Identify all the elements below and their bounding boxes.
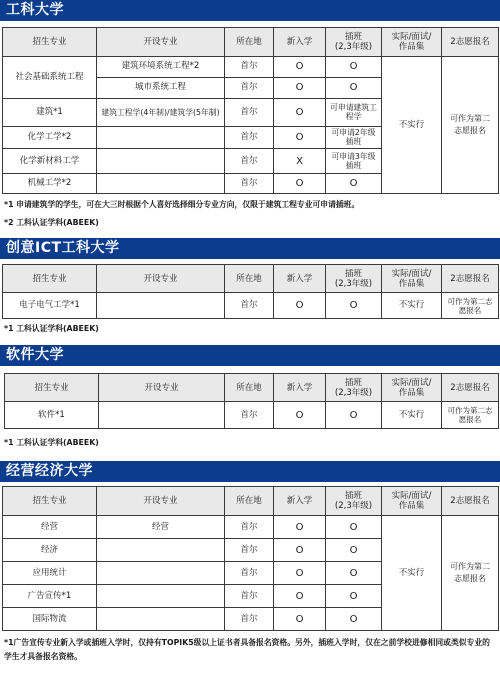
new-cell: O	[274, 174, 326, 194]
footnote: *1 工科认证学科(ABEEK)	[4, 324, 99, 333]
transfer-cell: O	[326, 57, 382, 78]
section-title: 软件大学	[0, 345, 500, 366]
header-interview: 实际/面试/ 作品集	[382, 265, 442, 293]
interview-cell: 不实行	[382, 516, 442, 631]
location-cell: 首尔	[225, 585, 274, 608]
sub-major-cell: 经营	[97, 516, 225, 539]
location-cell: 首尔	[225, 539, 274, 562]
header-interview: 实际/面试/ 作品集	[382, 487, 442, 516]
transfer-cell: 可申请3年级插班	[326, 149, 382, 174]
new-cell: O	[274, 126, 326, 149]
header-interview: 实际/面试/ 作品集	[382, 374, 442, 402]
section-title: 经营经济大学	[0, 461, 500, 482]
major-cell: 化学工学*2	[3, 126, 97, 149]
major-cell: 化学新材料工学	[3, 149, 97, 174]
header-major: 招生专业	[3, 487, 97, 516]
major-cell: 经济	[3, 539, 97, 562]
header-transfer: 插班 (2,3年级)	[326, 487, 382, 516]
transfer-cell: O	[326, 174, 382, 194]
new-cell: O	[274, 77, 326, 98]
transfer-cell: 可申请建筑工程学	[326, 98, 382, 126]
new-cell: O	[274, 293, 326, 319]
new-cell: O	[274, 608, 326, 631]
second-choice-cell: 可作为第二志愿报名	[442, 293, 499, 319]
new-cell: O	[274, 57, 326, 78]
location-cell: 首尔	[225, 57, 274, 78]
transfer-cell: O	[326, 539, 382, 562]
sub-major-cell	[97, 585, 225, 608]
major-cell: 建筑*1	[3, 98, 97, 126]
major-cell: 软件*1	[5, 402, 99, 429]
section-title: 创意ICT工科大学	[0, 238, 500, 259]
header-second-choice: 2志愿报名	[442, 28, 499, 57]
major-cell: 经营	[3, 516, 97, 539]
location-cell: 首尔	[225, 562, 274, 585]
sub-major-cell	[97, 608, 225, 631]
major-cell: 社会基础系统工程	[3, 57, 97, 99]
header-location: 所在地	[225, 487, 274, 516]
location-cell: 首尔	[225, 149, 274, 174]
new-cell: O	[274, 585, 326, 608]
location-cell: 首尔	[225, 293, 274, 319]
major-cell: 机械工学*2	[3, 174, 97, 194]
sub-major-cell: 建筑工程学(4年制)/建筑学(5年制)	[97, 98, 225, 126]
header-second-choice: 2志愿报名	[442, 265, 499, 293]
transfer-cell: O	[326, 402, 382, 429]
new-cell: O	[274, 562, 326, 585]
majors-table	[4, 373, 499, 429]
header-interview: 实际/面试/ 作品集	[382, 28, 442, 57]
header-location: 所在地	[225, 374, 274, 402]
header-major: 招生专业	[3, 265, 97, 293]
sub-major-cell	[97, 149, 225, 174]
second-choice-cell: 可作为第二志愿报名	[442, 402, 499, 429]
header-sub-major: 开设专业	[97, 487, 225, 516]
new-cell: X	[274, 149, 326, 174]
sub-major-cell: 城市系统工程	[97, 77, 225, 98]
sub-major-cell	[97, 293, 225, 319]
major-cell: 应用统计	[3, 562, 97, 585]
second-choice-cell: 可作为第二志愿报名	[442, 516, 499, 631]
sub-major-cell	[97, 126, 225, 149]
footnote: *1广告宣传专业新入学或插班入学时，仅持有TOPIK5级以上证书者具备报名资格。另外，插班入学时，仅在之前学校进修相同或类似专业的学生才具备报名资格。	[4, 638, 490, 661]
section-title: 工科大学	[0, 0, 500, 21]
new-cell: O	[274, 516, 326, 539]
transfer-cell: O	[326, 293, 382, 319]
header-sub-major: 开设专业	[97, 265, 225, 293]
sub-major-cell	[97, 562, 225, 585]
transfer-cell: O	[326, 516, 382, 539]
majors-table	[2, 486, 499, 631]
location-cell: 首尔	[225, 98, 274, 126]
footnote: *2 工科认证学科(ABEEK)	[4, 218, 99, 227]
location-cell: 首尔	[225, 516, 274, 539]
header-second-choice: 2志愿报名	[442, 487, 499, 516]
transfer-cell: O	[326, 608, 382, 631]
header-location: 所在地	[225, 28, 274, 57]
interview-cell: 不实行	[382, 293, 442, 319]
header-transfer: 插班 (2,3年级)	[326, 265, 382, 293]
major-cell: 国际物流	[3, 608, 97, 631]
header-new: 新入学	[274, 265, 326, 293]
sub-major-cell: 建筑环境系统工程*2	[97, 57, 225, 78]
transfer-cell: 可申请2年级插班	[326, 126, 382, 149]
header-sub-major: 开设专业	[99, 374, 225, 402]
transfer-cell: O	[326, 562, 382, 585]
header-sub-major: 开设专业	[97, 28, 225, 57]
location-cell: 首尔	[225, 126, 274, 149]
major-cell: 电子电气工学*1	[3, 293, 97, 319]
new-cell: O	[274, 402, 326, 429]
header-major: 招生专业	[5, 374, 99, 402]
major-cell: 广告宣传*1	[3, 585, 97, 608]
new-cell: O	[274, 98, 326, 126]
location-cell: 首尔	[225, 402, 274, 429]
location-cell: 首尔	[225, 174, 274, 194]
header-new: 新入学	[274, 487, 326, 516]
sub-major-cell	[97, 539, 225, 562]
header-new: 新入学	[274, 374, 326, 402]
sub-major-cell	[99, 402, 225, 429]
location-cell: 首尔	[225, 77, 274, 98]
footnote: *1 工科认证学科(ABEEK)	[4, 438, 99, 447]
header-transfer: 插班 (2,3年级)	[326, 374, 382, 402]
transfer-cell: O	[326, 77, 382, 98]
header-new: 新入学	[274, 28, 326, 57]
majors-table	[2, 264, 499, 319]
footnote: *1 申请建筑学的学生，可在大三时根据个人喜好选择细分专业方向，仅限于建筑工程专业可申请插班。	[4, 200, 360, 209]
majors-table	[2, 27, 499, 194]
header-second-choice: 2志愿报名	[442, 374, 499, 402]
second-choice-cell: 可作为第二志愿报名	[442, 57, 499, 194]
header-major: 招生专业	[3, 28, 97, 57]
new-cell: O	[274, 539, 326, 562]
transfer-cell: O	[326, 585, 382, 608]
location-cell: 首尔	[225, 608, 274, 631]
header-location: 所在地	[225, 265, 274, 293]
header-transfer: 插班 (2,3年级)	[326, 28, 382, 57]
interview-cell: 不实行	[382, 402, 442, 429]
interview-cell: 不实行	[382, 57, 442, 194]
sub-major-cell	[97, 174, 225, 194]
